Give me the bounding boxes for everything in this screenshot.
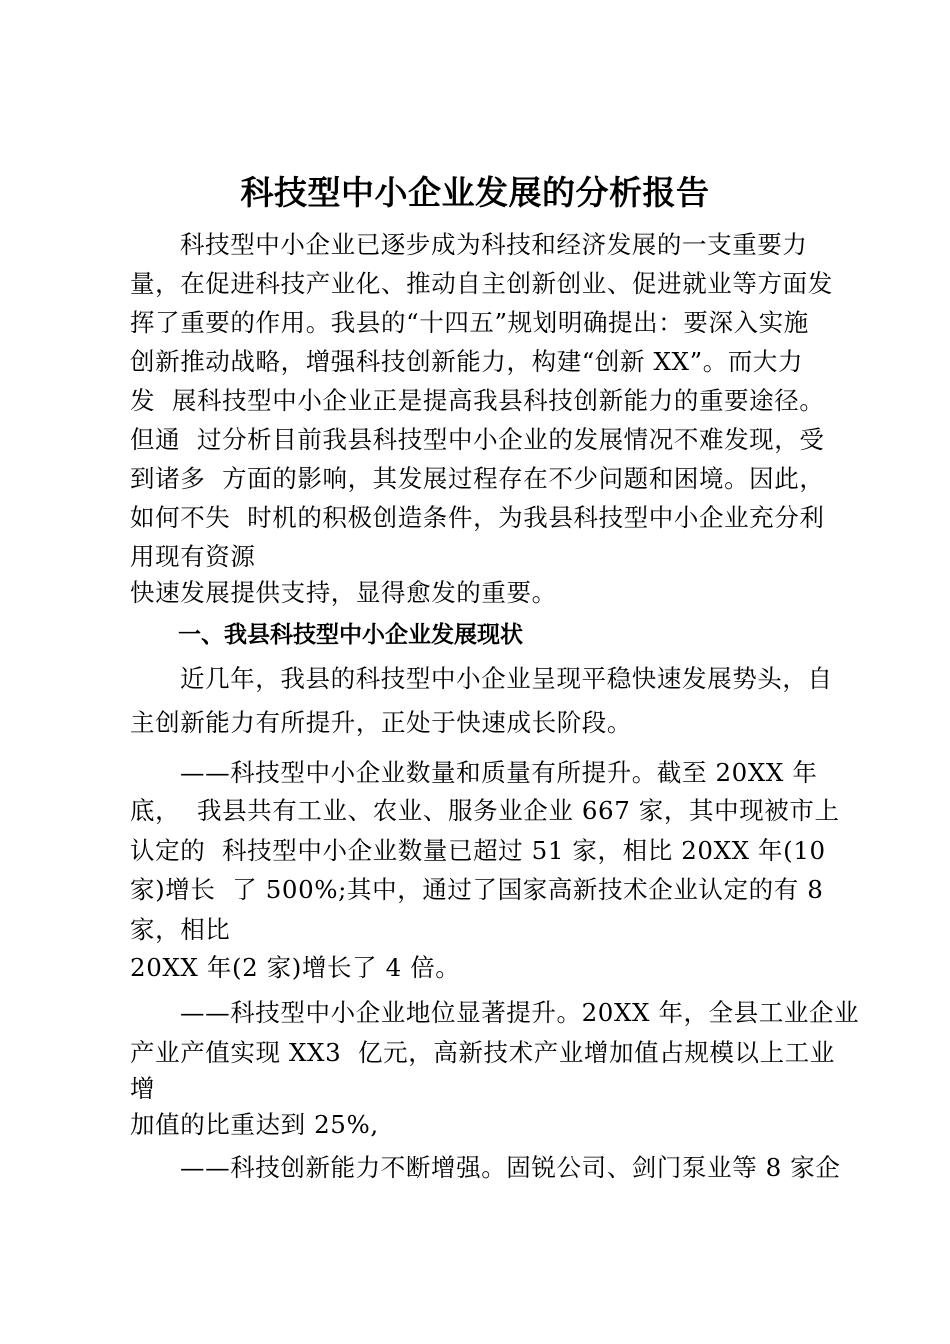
intro-line-7: 到诸多 方面的影响，其发展过程存在不少问题和困境。因此， [130,464,825,493]
point1-line-3: 认定的 科技型中小企业数量已超过 51 家，相比 20XX 年(10 [130,836,826,865]
point1-line-5: 家，相比 [130,915,231,944]
point2-line-1: ——科技型中小企业地位显著提升。20XX 年，全县工业企业 [180,998,860,1027]
point1-line-4: 家)增长 了 500%;其中，通过了国家高新技术企业认定的有 8 [130,875,824,904]
document-title: 科技型中小企业发展的分析报告 [240,173,710,212]
intro-line-5: 发 展科技型中小企业正是提高我县科技创新能力的重要途径。 [130,386,825,415]
point2-line-4: 加值的比重达到 25%, [130,1110,379,1139]
section-heading: 一、我县科技型中小企业发展现状 [178,622,523,648]
point2-line-2: 产业产值实现 XX3 亿元，高新技术产业增加值占规模以上工业 [130,1038,835,1067]
point1-line-1: ——科技型中小企业数量和质量有所提升。截至 20XX 年 [180,758,818,787]
intro-line-1: 科技型中小企业已逐步成为科技和经济发展的一支重要力 [180,230,808,259]
point1-line-2: 底， 我县共有工业、农业、服务业企业 667 家，其中现被市上 [130,796,840,825]
point2-line-3: 增 [130,1074,156,1103]
section-intro-line-2: 主创新能力有所提升，正处于快速成长阶段。 [130,708,632,737]
section-intro-line-1: 近几年，我县的科技型中小企业呈现平稳快速发展势头，自 [180,664,833,693]
intro-line-6: 但通 过分析目前我县科技型中小企业的发展情况不难发现，受 [130,425,825,454]
intro-line-3: 挥了重要的作用。我县的“十四五”规划明确提出：要深入实施 [130,308,809,337]
intro-line-2: 量，在促进科技产业化、推动自主创新创业、促进就业等方面发 [130,269,833,298]
intro-line-10: 快速发展提供支持，显得愈发的重要。 [130,578,557,607]
point3-line-1: ——科技创新能力不断增强。固锐公司、剑门泵业等 8 家企 [180,1153,841,1182]
intro-line-9: 用现有资源 [130,542,256,571]
intro-line-4: 创新推动战略，增强科技创新能力，构建“创新 XX”。而大力 [130,347,804,376]
intro-line-8: 如何不失 时机的积极创造条件，为我县科技型中小企业充分利 [130,503,825,532]
point1-line-6: 20XX 年(2 家)增长了 4 倍。 [130,953,461,982]
